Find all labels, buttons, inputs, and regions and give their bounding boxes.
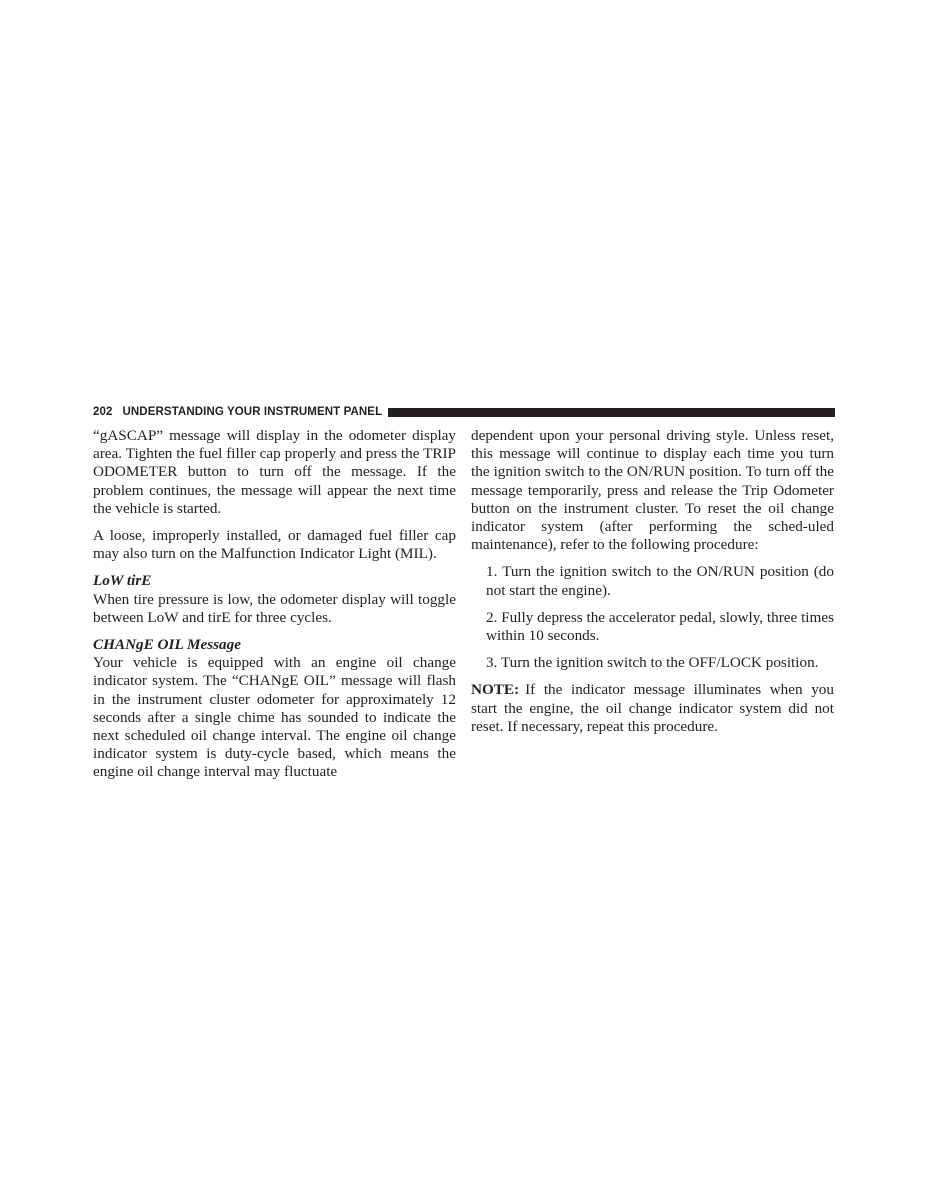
page-number: 202: [93, 406, 113, 418]
header-rule: [388, 408, 835, 417]
change-oil-heading: CHANgE OIL Message: [93, 636, 241, 654]
reset-procedure-list: [471, 563, 834, 672]
note-text: If the indicator message illuminates when you start the engine, the oil change indicator system did not reset. If necessary, repeat this procedure.: [471, 681, 834, 735]
change-oil-paragraph: Your vehicle is equipped with an engine oil change indicator system. The “CHANgE OIL” message will flash in the instrument cluster odometer for approximately 12 seconds after a single chime has sounded to indicate the next scheduled oil change interval. The engine oil change indicator system is duty-cycle based, which means the engine oil change interval may fluctuate: [93, 654, 456, 781]
procedure-step: 2. Fully depress the accelerator pedal, slowly, three times within 10 seconds.: [486, 608, 834, 645]
note-paragraph: [471, 681, 834, 736]
mil-paragraph: A loose, improperly installed, or damaged fuel filler cap may also turn on the Malfunction Indicator Light (MIL).: [93, 527, 456, 563]
procedure-step: 1. Turn the ignition switch to the ON/RUN position (do not start the engine).: [486, 563, 834, 599]
right-column: [471, 427, 834, 745]
gascap-paragraph: “gASCAP” message will display in the odometer display area. Tighten the fuel filler cap properly and press the TRIP ODOMETER button to turn off the message. If the problem continues, the message will appear the next time the vehicle is started.: [93, 427, 456, 517]
low-tire-section: [93, 572, 456, 627]
left-column: [93, 427, 456, 791]
note-label: NOTE:: [471, 681, 520, 699]
oil-reset-paragraph: dependent upon your personal driving style. Unless reset, this message will continue to display each time you turn the ignition switch to the ON/RUN position. To turn off the message temporarily, press and release the Trip Odometer button on the instrument cluster. To reset the oil change indicator system (after performing the sched-uled maintenance), refer to the following procedure:: [471, 427, 834, 554]
low-tire-paragraph: When tire pressure is low, the odometer display will toggle between LoW and tirE for three cycles.: [93, 590, 456, 626]
procedure-step: 3. Turn the ignition switch to the OFF/LOCK position.: [486, 654, 819, 672]
low-tire-heading: LoW tirE: [93, 572, 152, 590]
page-header: [93, 405, 835, 419]
change-oil-section: [93, 636, 456, 782]
section-title: UNDERSTANDING YOUR INSTRUMENT PANEL: [122, 406, 383, 418]
